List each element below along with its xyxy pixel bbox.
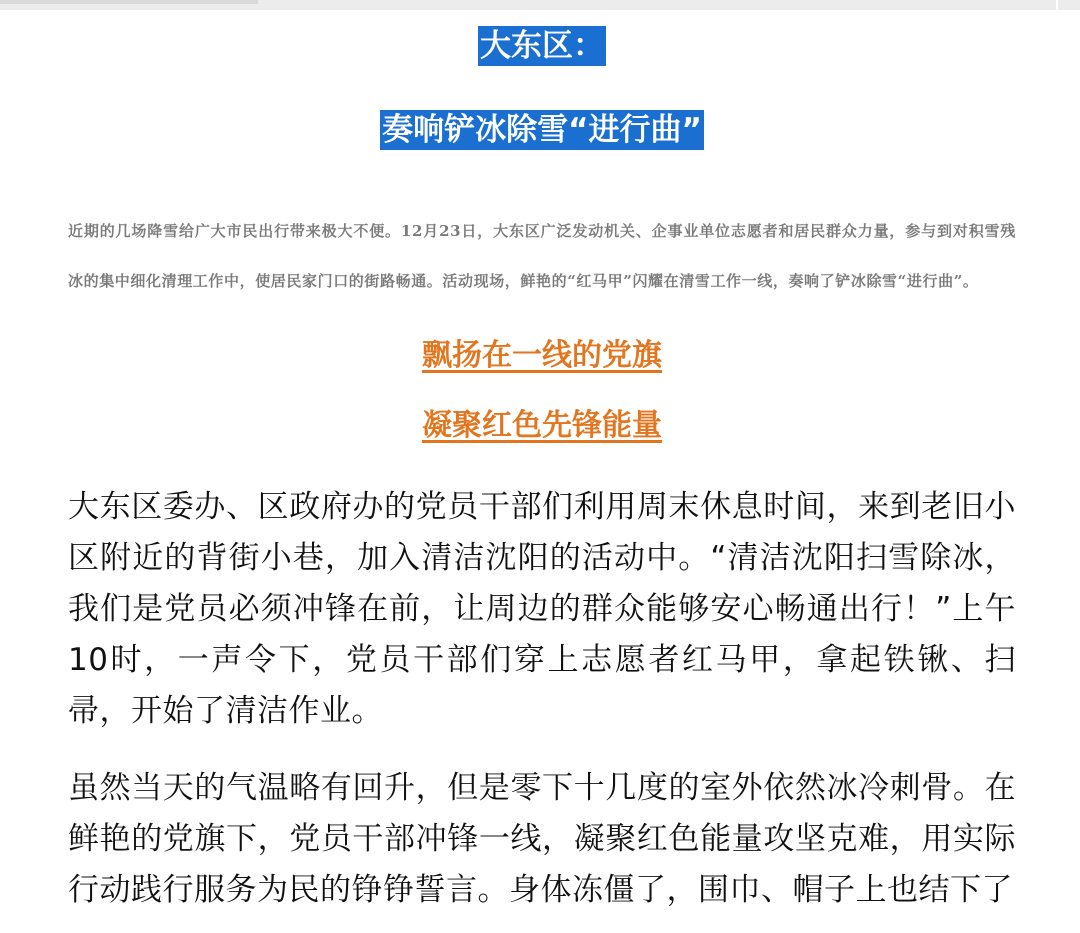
scrollbar-edge — [1056, 0, 1058, 10]
intro-paragraph: 近期的几场降雪给广大市民出行带来极大不便。12月23日，大东区广泛发动机关、企事业单位志愿者和居民群众力量，参与到对积雪残冰的集中细化清理工作中，使居民家门口的街路畅通。活动现场，鲜艳的“红马甲”闪耀在清雪工作一线，奏响了铲冰除雪“进行曲”。 — [68, 222, 1016, 290]
selected-title-text-1[interactable]: 大东区： — [480, 28, 604, 64]
article-title-line1 — [68, 26, 1016, 66]
article-title-line2 — [68, 110, 1016, 150]
tab-strip — [0, 0, 258, 4]
article — [68, 22, 1016, 916]
section-heading-2: 凝聚红色先锋能量 — [422, 408, 662, 443]
body-paragraph-2: 虽然当天的气温略有回升，但是零下十几度的室外依然冰冷刺骨。在鲜艳的党旗下，党员干部冲锋一线，凝聚红色能量攻坚克难，用实际行动践行服务为民的铮铮誓言。身体冻僵了，围巾、帽子上也结下了 — [68, 770, 1016, 908]
body-paragraph-1: 大东区委办、区政府办的党员干部们利用周末休息时间，来到老旧小区附近的背街小巷，加入清洁沈阳的活动中。“清洁沈阳扫雪除冰，我们是党员必须冲锋在前，让周边的群众能够安心畅通出行！”上午10时，一声令下，党员干部们穿上志愿者红马甲，拿起铁锹、扫帚，开始了清洁作业。 — [68, 489, 1016, 729]
selected-title-text-2[interactable]: 奏响铲冰除雪“进行曲” — [382, 112, 702, 148]
browser-top-bar — [0, 0, 1080, 10]
section-heading-1: 飘扬在一线的党旗 — [422, 338, 662, 373]
